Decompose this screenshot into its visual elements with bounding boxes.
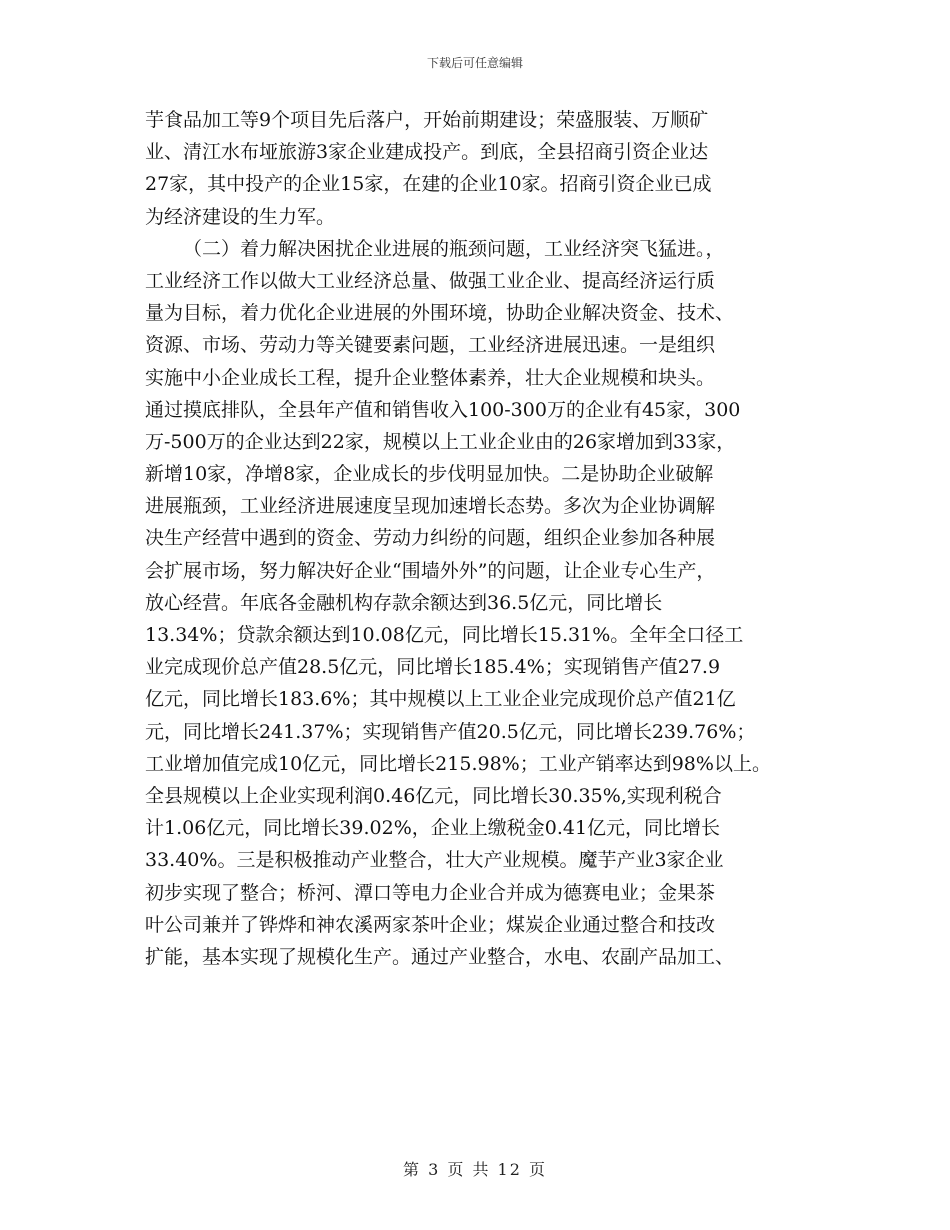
text-line: 决生产经营中遇到的资金、劳动力纠纷的问题，组织企业参加各种展	[145, 527, 716, 550]
text-line: 13.34%；贷款余额达到10.08亿元，同比增长15.31%。全年全口径工	[145, 624, 744, 646]
text-line: 芋食品加工等9个项目先后落户，开始前期建设；荣盛服装、万顺矿	[145, 109, 709, 131]
text-line: 新增10家，净增8家，企业成长的步伐明显加快。二是协助企业破解	[145, 463, 714, 486]
text-line: 工业增加值完成10亿元，同比增长215.98%；工业产销率达到98%以上。	[145, 752, 771, 775]
text-line: 27家，其中投产的企业15家，在建的企业10家。招商引资企业已成	[145, 173, 712, 196]
text-line: 放心经营。年底各金融机构存款余额达到36.5亿元，同比增长	[145, 591, 663, 614]
page-header: 下载后可任意编辑	[426, 56, 523, 70]
text-line: 工业经济工作以做大工业经济总量、做强工业企业、提高经济运行质	[145, 269, 716, 292]
text-line: 初步实现了整合；桥河、潭口等电力企业合并成为德赛电业；金果茶	[145, 881, 716, 904]
text-line: 全县规模以上企业实现利润0.46亿元，同比增长30.35%,实现利税合	[145, 784, 722, 807]
text-line: 33.40%。三是积极推动产业整合，壮大产业规模。魔芋产业3家企业	[145, 849, 724, 872]
text-line: 业、清江水布垭旅游3家企业建成投产。到底，全县招商引资企业达	[145, 141, 709, 164]
text-line: 通过摸底排队，全县年产值和销售收入100-300万的企业有45家，300	[145, 398, 741, 421]
text-line: 进展瓶颈，工业经济进展速度呈现加速增长态势。多次为企业协调解	[145, 495, 716, 518]
text-line: 元，同比增长241.37%；实现销售产值20.5亿元，同比增长239.76%；	[145, 720, 756, 743]
text-line: 会扩展市场，努力解决好企业“围墙外外”的问题，让企业专心生产，	[145, 559, 716, 582]
section-heading: （二）着力解决困扰企业进展的瓶颈问题，工业经济突飞猛进。，	[183, 237, 725, 260]
text-line: 资源、市场、劳动力等关键要素问题，工业经济进展迅速。一是组织	[145, 334, 716, 357]
text-line: 业完成现价总产值28.5亿元，同比增长185.4%；实现销售产值27.9	[145, 656, 721, 679]
text-line: 扩能，基本实现了规模化生产。通过产业整合，水电、农副产品加工、	[145, 945, 735, 968]
text-line: 叶公司兼并了铧烨和神农溪两家茶叶企业；煤炭企业通过整合和技改	[145, 913, 716, 936]
text-line: 万-500万的企业达到22家，规模以上工业企业由的26家增加到33家，	[145, 430, 736, 453]
document-body	[145, 104, 835, 973]
text-line: 为经济建设的生力军。	[145, 205, 336, 228]
text-line: 量为目标，着力优化企业进展的外围环境，协助企业解决资金、技术、	[145, 302, 735, 325]
text-line: 计1.06亿元，同比增长39.02%，企业上缴税金0.41亿元，同比增长	[145, 817, 721, 840]
page-number: 第 3 页 共 12 页	[403, 1160, 547, 1179]
text-line: 亿元，同比增长183.6%；其中规模以上工业企业完成现价总产值21亿	[145, 688, 736, 711]
text-line: 实施中小企业成长工程，提升企业整体素养，壮大企业规模和块头。	[145, 366, 716, 389]
